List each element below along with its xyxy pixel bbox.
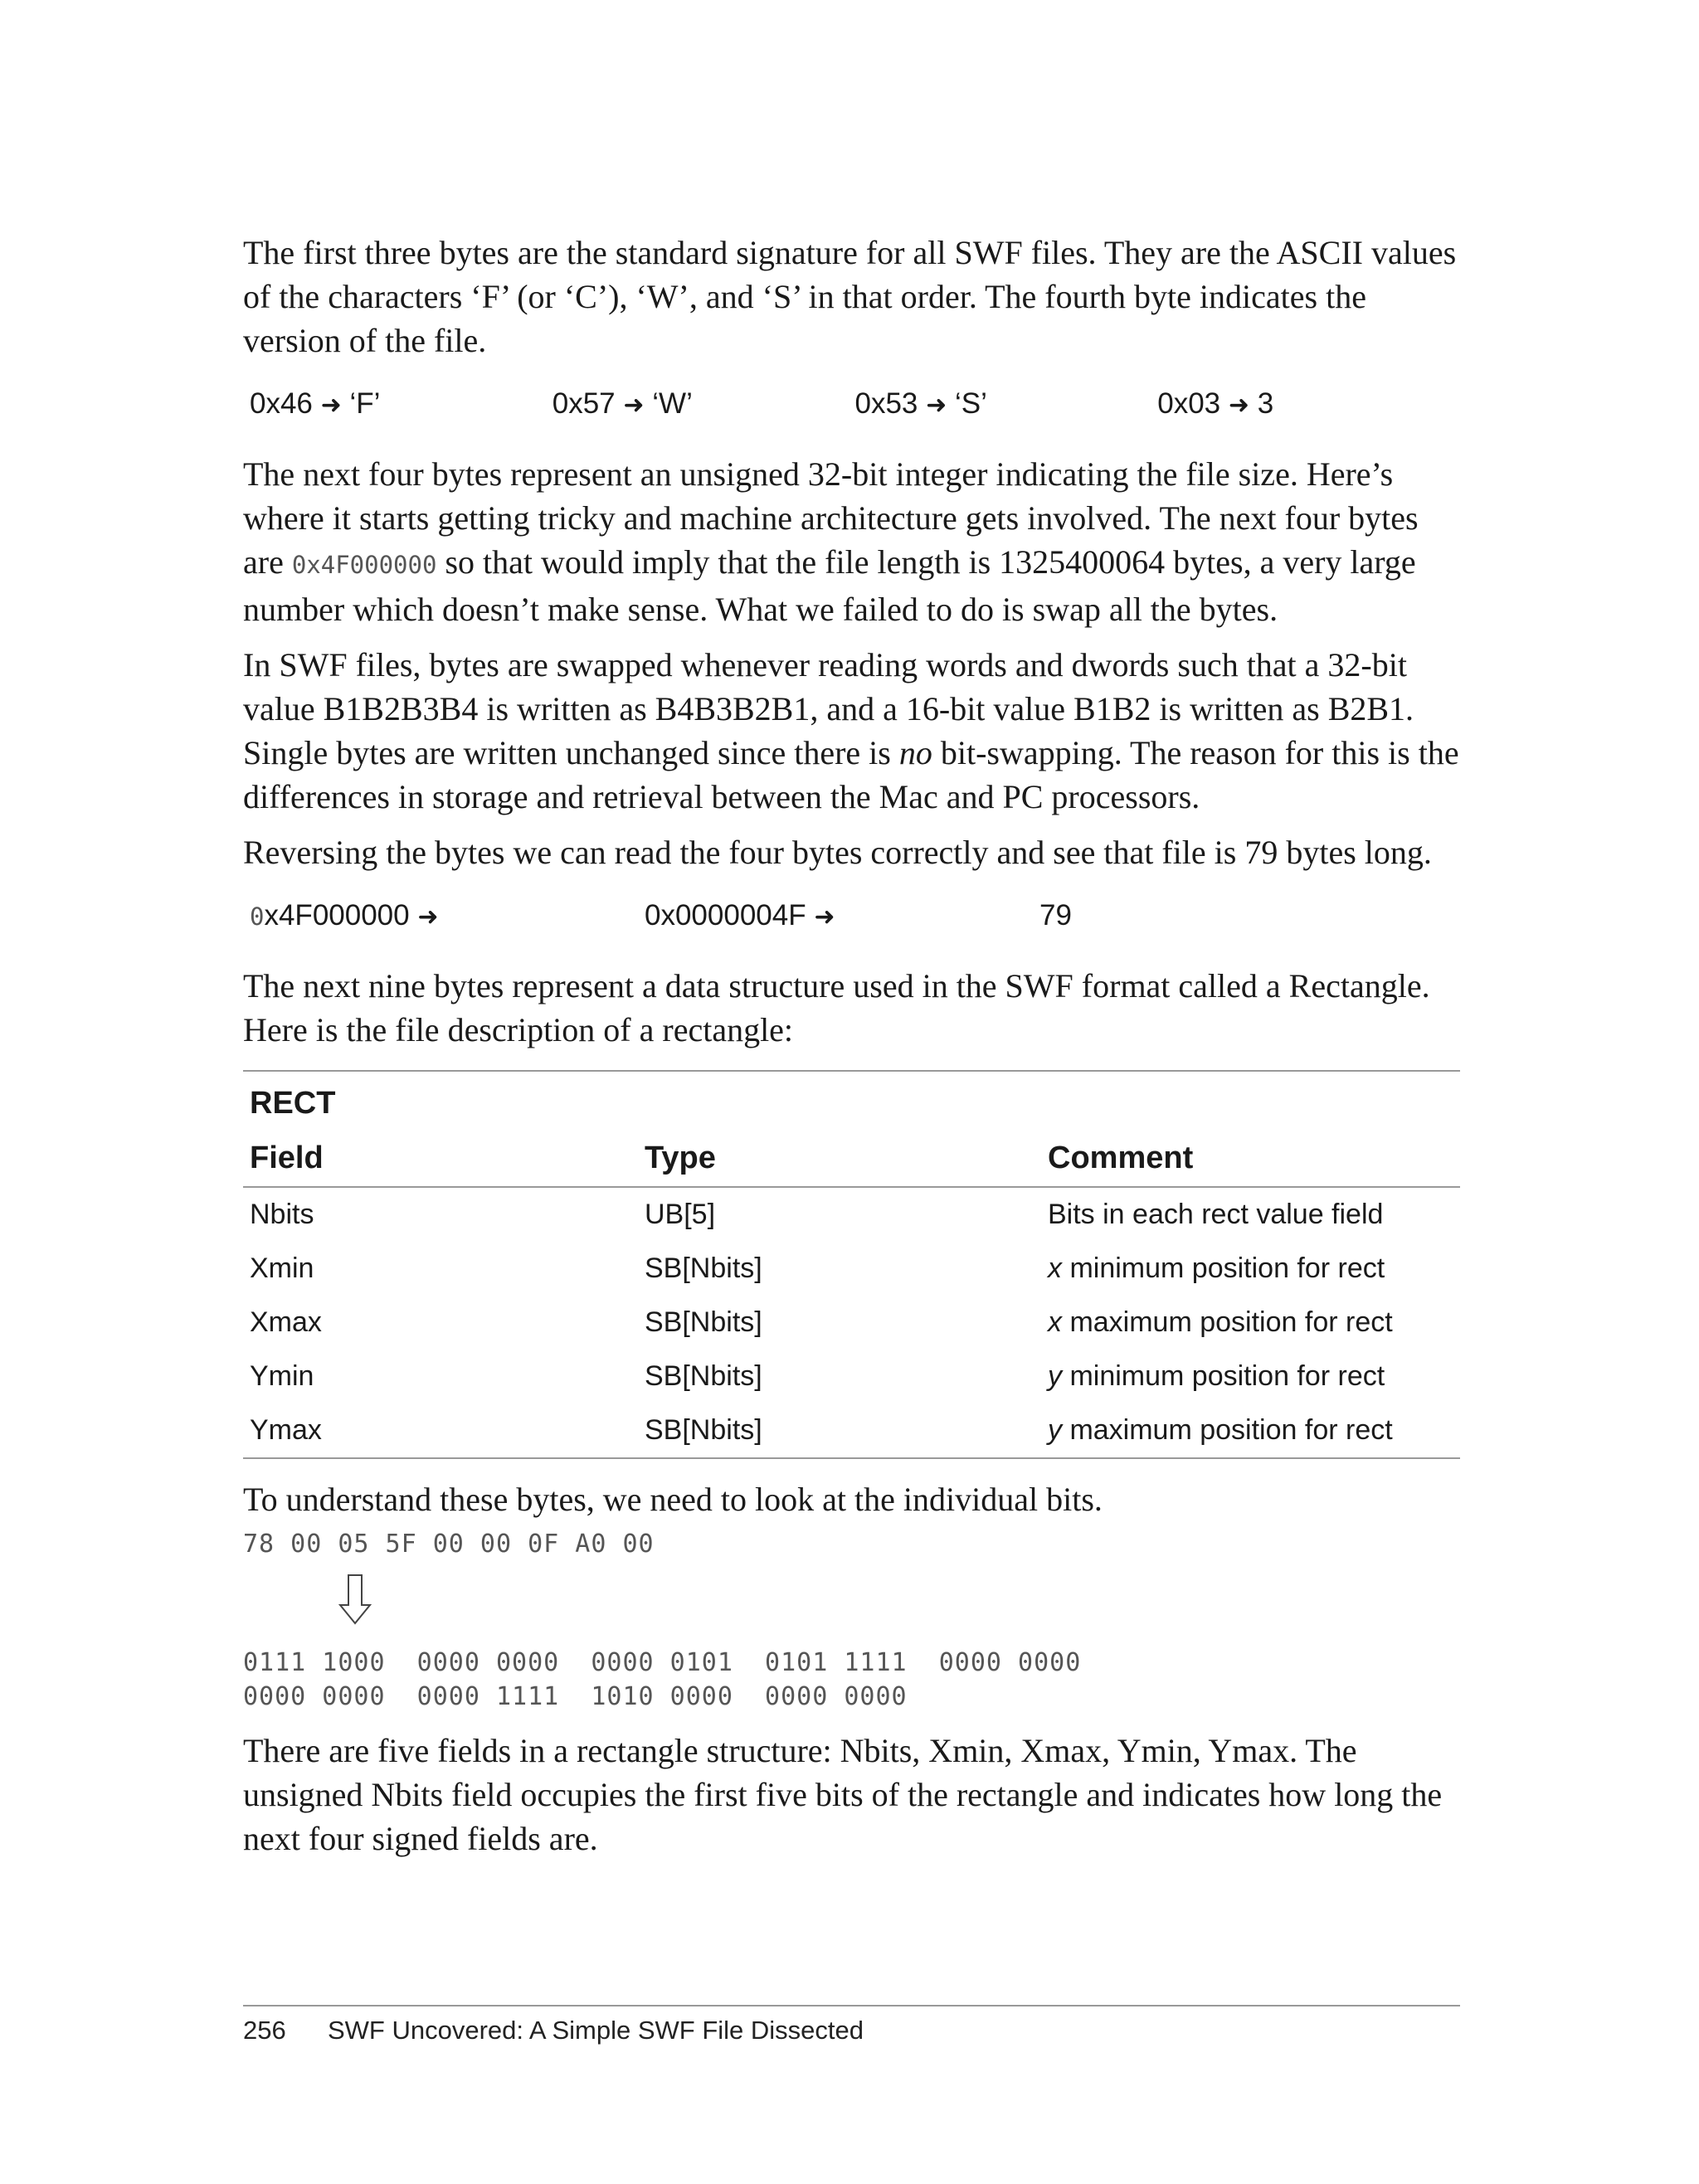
hex-value: 0x03 <box>1157 387 1221 420</box>
page-content <box>243 231 1460 1872</box>
column-header-field: Field <box>243 1130 638 1187</box>
type-cell: UB[5] <box>645 1199 716 1230</box>
paragraph-byte-swap <box>243 643 1460 819</box>
paragraph-file-size <box>243 452 1460 631</box>
byte-swap-row <box>250 896 1460 936</box>
type-cell: SB[Nbits] <box>645 1360 762 1392</box>
table-row <box>243 1187 1460 1242</box>
hex-prefix: 0 <box>250 902 265 931</box>
running-title: SWF Uncovered: A Simple SWF File Dissected <box>328 2016 864 2045</box>
signature-item <box>553 387 855 421</box>
table-row <box>243 1403 1460 1458</box>
field-cell: Xmax <box>250 1306 322 1338</box>
comment-text: Bits in each rect value field <box>1048 1199 1384 1230</box>
inline-code: 0x4F000000 <box>291 551 437 579</box>
signature-item <box>250 387 553 421</box>
paragraph-signature: The first three bytes are the standard signature for all SWF files. They are the ASCII values of the characters ‘F’ (or ‘C’), ‘W’, and ‘S’ in that order. The fourth byte indicates the version of the file. <box>243 234 1457 359</box>
type-cell: SB[Nbits] <box>645 1253 762 1284</box>
comment-text: minimum position for rect <box>1062 1360 1385 1392</box>
decimal-result: 79 <box>1039 899 1072 931</box>
footer-divider <box>243 2005 1460 2006</box>
hex-value: 0x57 <box>552 387 616 420</box>
field-cell: Ymax <box>250 1414 322 1446</box>
type-cell: SB[Nbits] <box>645 1414 762 1446</box>
bits-line: 0111 1000 0000 0000 0000 0101 0101 1111 0000 0000 <box>243 1648 1082 1677</box>
hex-bytes: 78 00 05 5F 00 00 0F A0 00 <box>243 1530 655 1559</box>
field-cell: Ymin <box>250 1360 314 1392</box>
page-number: 256 <box>243 2016 286 2045</box>
emphasis: y <box>1048 1414 1062 1446</box>
text-run: The next four bytes represent an unsigned 32-bit integer indicating the file size. Here’s where it starts getting tricky and machine architecture gets involved. The next four bytes are <box>243 455 1419 581</box>
rect-table <box>243 1070 1460 1459</box>
comment-text: maximum position for rect <box>1062 1414 1393 1446</box>
emphasis: x <box>1048 1253 1062 1284</box>
comment-cell <box>1041 1242 1460 1296</box>
comment-cell <box>1041 1296 1460 1350</box>
type-cell: SB[Nbits] <box>645 1306 762 1338</box>
ascii-value: ‘S’ <box>955 387 987 420</box>
emphasis: no <box>898 734 932 771</box>
right-arrow-icon: ➜ <box>623 392 645 419</box>
hex-rest: x4F000000 <box>264 899 410 931</box>
hex-value: 0x53 <box>854 387 918 420</box>
table-row <box>243 1296 1460 1350</box>
bits-line: 0000 0000 0000 1111 1010 0000 0000 0000 <box>243 1682 908 1711</box>
comment-cell <box>1041 1403 1460 1458</box>
right-arrow-icon: ➜ <box>926 392 947 419</box>
paragraph-rect-fields: There are five fields in a rectangle structure: Nbits, Xmin, Xmax, Ymin, Ymax. The unsigned Nbits field occupies the first five bits of the rectangle and indicates how long the next four signed fields are. <box>243 1732 1443 1857</box>
down-arrow-icon <box>338 1574 372 1625</box>
emphasis: y <box>1048 1360 1062 1392</box>
signature-bytes-row <box>250 384 1460 424</box>
page-footer <box>243 2016 864 2045</box>
table-row <box>243 1350 1460 1403</box>
original-value <box>250 899 645 932</box>
right-arrow-icon: ➜ <box>417 903 439 931</box>
field-cell: Xmin <box>250 1253 314 1284</box>
right-arrow-icon: ➜ <box>814 903 835 931</box>
ascii-value: ‘F’ <box>349 387 381 420</box>
paragraph-rectangle: The next nine bytes represent a data structure used in the SWF format called a Rectangle. Here is the file description of a rectangle: <box>243 967 1430 1048</box>
right-arrow-icon: ➜ <box>1228 392 1250 419</box>
text-run: In SWF files, bytes are swapped whenever reading words and dwords such that a 32-bit value B1B2B3B4 is written as B4B3B2B1, and a 16-bit value B1B2 is written as B2B1. Single bytes are written unchanged since there is <box>243 646 1414 771</box>
text-run: so that would imply that the file length is 1325400064 bytes, a very large number which doesn’t make sense. What we failed to do is swap all the bytes. <box>243 543 1416 628</box>
signature-item <box>855 387 1158 421</box>
text-run: bit-swapping. The reason for this is the differences in storage and retrieval between the Mac and PC processors. <box>243 734 1459 815</box>
column-header-comment: Comment <box>1041 1130 1460 1187</box>
ascii-value: ‘W’ <box>652 387 693 420</box>
signature-item <box>1157 387 1460 421</box>
field-cell: Nbits <box>250 1199 314 1230</box>
paragraph-reversing: Reversing the bytes we can read the four bytes correctly and see that file is 79 bytes long. <box>243 834 1432 871</box>
ascii-value: 3 <box>1257 387 1274 420</box>
table-row <box>243 1242 1460 1296</box>
hex-swapped: 0x0000004F <box>645 899 806 931</box>
comment-text: maximum position for rect <box>1062 1306 1393 1338</box>
paragraph-bits-intro: To understand these bytes, we need to look at the individual bits. <box>243 1481 1103 1518</box>
hex-value: 0x46 <box>250 387 313 420</box>
comment-cell <box>1041 1187 1460 1242</box>
emphasis: x <box>1048 1306 1062 1338</box>
comment-cell <box>1041 1350 1460 1403</box>
table-title: RECT <box>250 1085 336 1121</box>
swapped-value <box>645 899 1039 932</box>
bits-block <box>243 1646 1460 1714</box>
right-arrow-icon: ➜ <box>320 392 342 419</box>
comment-text: minimum position for rect <box>1062 1253 1385 1284</box>
column-header-type: Type <box>638 1130 1041 1187</box>
